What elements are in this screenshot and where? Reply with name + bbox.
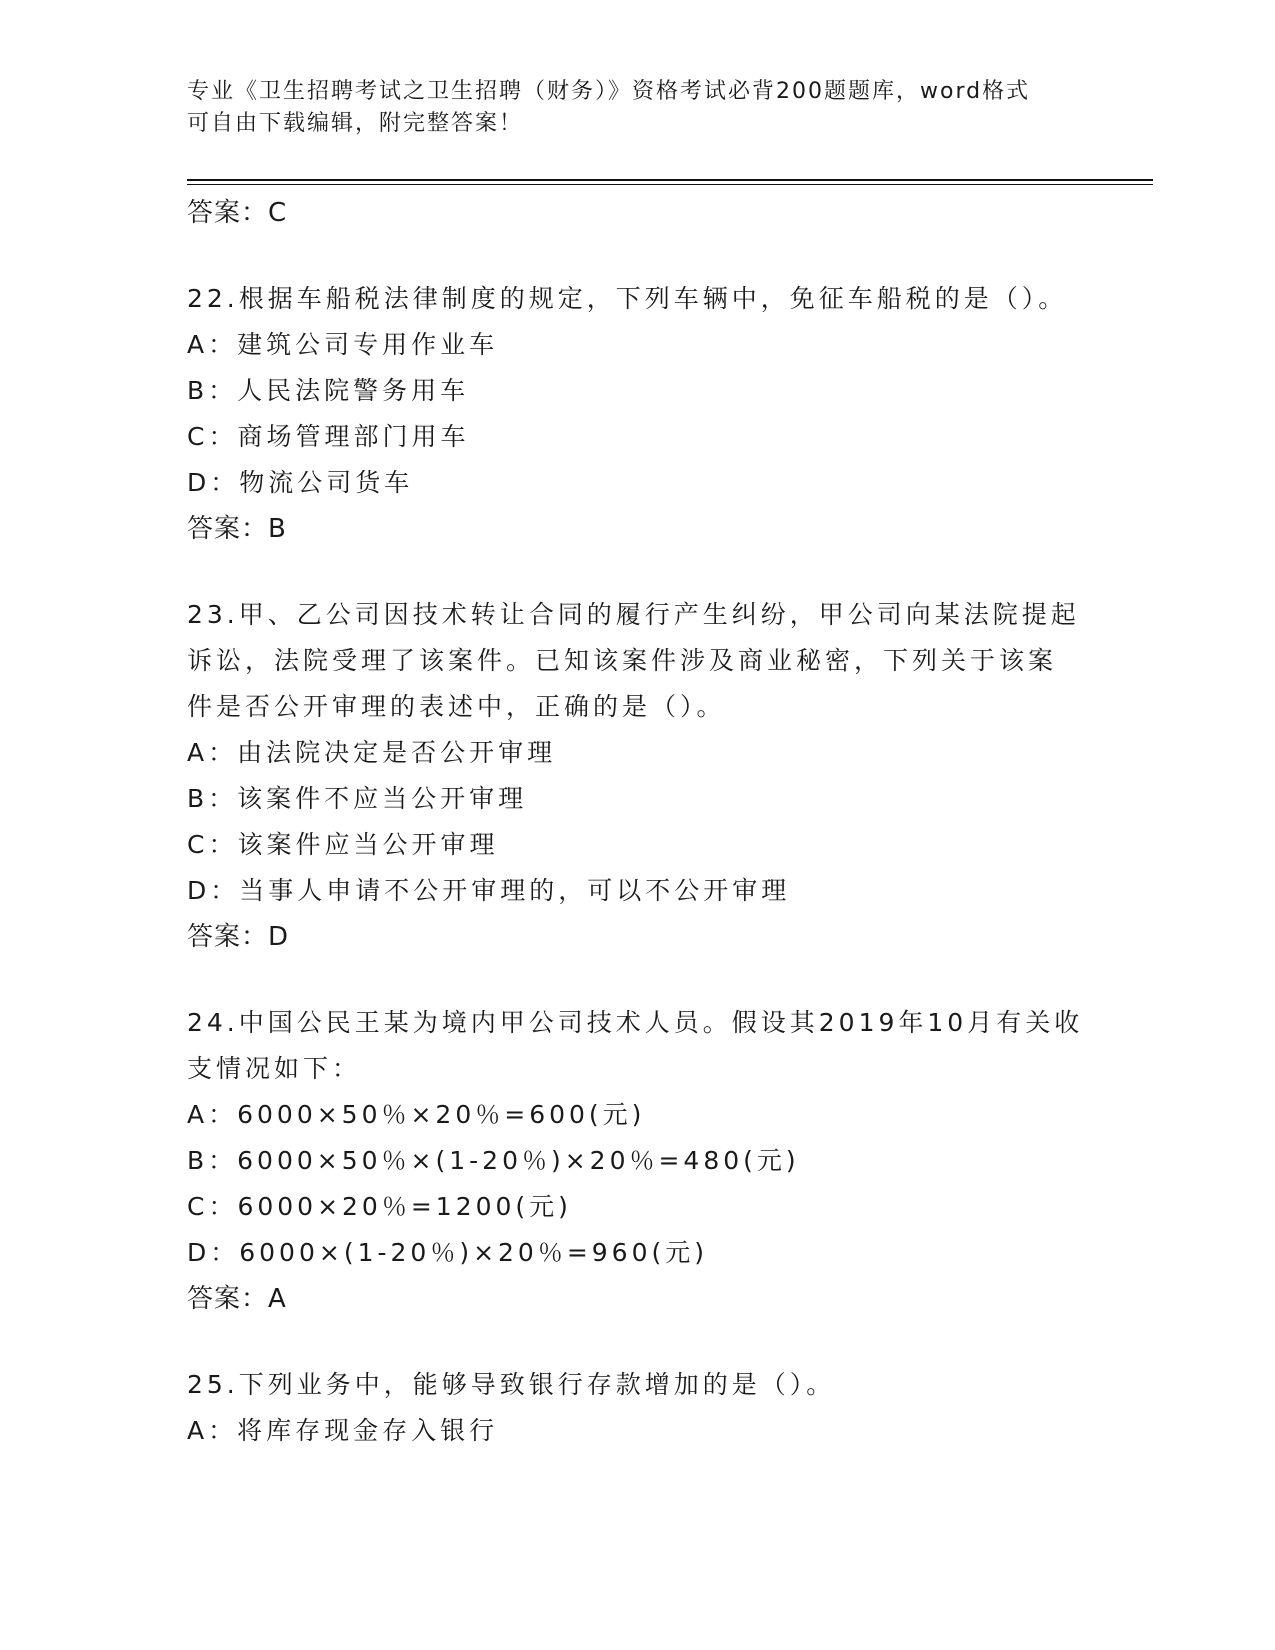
question-24 [187,1000,1153,1322]
question-22 [187,276,1153,552]
header-divider-thin [187,184,1153,185]
answer: 答案：B [187,514,287,544]
question-text: 25.下列业务中，能够导致银行存款增加的是（）。 [187,1370,836,1399]
option-b: B：6000×50％×(1-20％)×20％=480(元) [187,1146,800,1175]
spacer [187,1322,1153,1362]
header-line-1: 专业《卫生招聘考试之卫生招聘（财务）》资格考试必背200题题库，word格式 [187,79,1031,104]
option-c: C：6000×20％=1200(元) [187,1192,572,1221]
question-text: 诉讼，法院受理了该案件。已知该案件涉及商业秘密，下列关于该案 [187,646,1058,675]
option-c: C：商场管理部门用车 [187,422,470,451]
spacer [187,552,1153,592]
option-b: B：该案件不应当公开审理 [187,784,528,813]
question-23 [187,592,1153,960]
question-25 [187,1362,1153,1454]
option-a: A：6000×50％×20％=600(元) [187,1100,646,1129]
option-d: D：物流公司货车 [187,468,414,497]
header-divider-thick [187,179,1153,181]
spacer [187,960,1153,1000]
header-line-2: 可自由下载编辑，附完整答案！ [187,111,524,136]
question-text: 22.根据车船税法律制度的规定，下列车辆中，免征车船税的是（）。 [187,284,1068,313]
question-text: 23.甲、乙公司因技术转让合同的履行产生纠纷，甲公司向某法院提起 [187,600,1080,629]
option-a: A：将库存现金存入银行 [187,1416,499,1445]
answer: 答案：A [187,1284,287,1314]
question-list [187,190,1153,1454]
option-b: B：人民法院警务用车 [187,376,470,405]
spacer [187,236,1153,276]
option-c: C：该案件应当公开审理 [187,830,499,859]
document-header [187,76,1067,140]
question-text: 支情况如下： [187,1054,362,1083]
question-text: 24.中国公民王某为境内甲公司技术人员。假设其2019年10月有关收 [187,1008,1084,1037]
option-a: A：由法院决定是否公开审理 [187,738,557,767]
option-d: D：6000×(1-20％)×20％=960(元) [187,1238,708,1267]
question-text: 件是否公开审理的表述中，正确的是（）。 [187,692,726,721]
answer: 答案：D [187,922,290,952]
answer-q21: 答案：C [187,198,288,228]
option-d: D：当事人申请不公开审理的，可以不公开审理 [187,876,791,905]
option-a: A：建筑公司专用作业车 [187,330,499,359]
